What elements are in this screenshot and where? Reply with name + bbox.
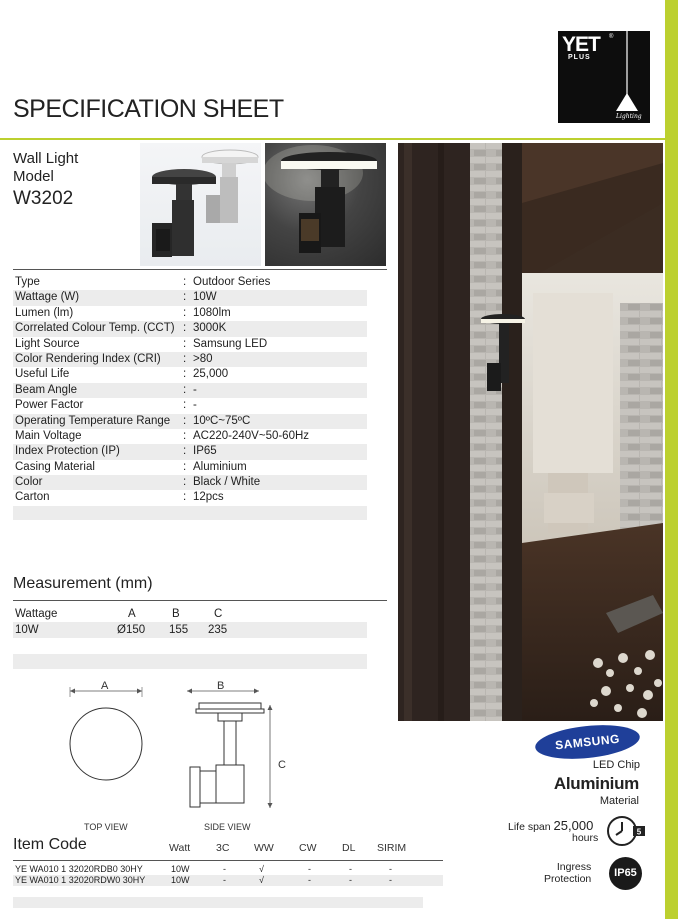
item-col-sirim: SIRIM: [377, 842, 407, 854]
item-code-table: [13, 864, 443, 886]
dimension-label-b: B: [217, 680, 225, 692]
spec-key: Color: [15, 476, 43, 489]
spec-value: 12pcs: [193, 491, 224, 504]
item-col-ww: WW: [254, 842, 274, 854]
spec-value: -: [193, 399, 197, 412]
spec-row: Color Rendering Index (CRI) : >80: [13, 352, 367, 367]
spec-divider: [13, 269, 387, 270]
item-3c: -: [223, 864, 226, 874]
aluminium-label: Aluminium: [553, 774, 639, 793]
item-dl: -: [349, 875, 352, 885]
spec-key: Type: [15, 276, 40, 288]
item-row: [13, 864, 443, 875]
model-label: Model: [13, 168, 54, 185]
spec-key: Beam Angle: [15, 383, 78, 396]
measurement-row: [13, 622, 367, 638]
item-dl: -: [349, 864, 352, 874]
item-code-title: Item Code: [13, 836, 87, 853]
spec-row: Useful Life : 25,000: [13, 367, 367, 382]
measurement-empty-row: [13, 654, 367, 669]
top-view-label: TOP VIEW: [84, 822, 128, 832]
spec-row: Index Protection (IP) : IP65: [13, 444, 367, 459]
item-code-divider: [13, 860, 443, 861]
brand-reg: ®: [609, 34, 614, 40]
measurement-divider: [13, 600, 387, 601]
item-ww: √: [259, 864, 264, 874]
spec-row: Wattage (W) : 10W: [13, 290, 367, 305]
brand-sub: PLUS: [568, 54, 591, 61]
product-photo-variants: [140, 143, 261, 266]
measurement-a: Ø150: [117, 624, 146, 636]
item-sirim: -: [389, 875, 392, 885]
spec-key: Casing Material: [15, 460, 95, 473]
spec-row: Casing Material : Aluminium: [13, 460, 367, 475]
spec-key: Main Voltage: [15, 429, 82, 442]
spec-value: 25,000: [193, 368, 229, 381]
item-col-cw: CW: [299, 842, 317, 854]
spec-row: Beam Angle : -: [13, 383, 367, 398]
spec-row: Power Factor : -: [13, 398, 367, 413]
item-empty-row: [13, 897, 423, 908]
spec-value: Samsung LED: [193, 337, 268, 350]
item-col-watt: Watt: [169, 842, 191, 854]
product-name: Wall Light: [13, 150, 79, 167]
ingress-line-1: Ingress: [556, 861, 592, 873]
product-photo-lit: [265, 143, 386, 266]
spec-key: Wattage (W): [15, 291, 80, 304]
spec-key: Color Rendering Index (CRI): [15, 352, 161, 365]
dimension-label-c: C: [278, 759, 286, 771]
samsung-logo: SAMSUNG: [534, 721, 642, 764]
page-title: SPECIFICATION SHEET: [13, 95, 284, 123]
item-row: [13, 875, 443, 886]
installation-photo: [398, 143, 663, 721]
side-view-label: SIDE VIEW: [204, 822, 251, 832]
measurement-col-a: A: [128, 608, 136, 620]
measurement-col-c: C: [214, 608, 223, 620]
spec-table: [13, 275, 367, 506]
item-code: YE WA010 1 32020RDW0 30HY: [15, 875, 146, 885]
spec-key: Operating Temperature Range: [15, 414, 171, 427]
item-cw: -: [308, 864, 311, 874]
clock-badge-text: 5: [636, 827, 642, 837]
spec-value: 10ºC~75ºC: [193, 414, 251, 427]
lifespan-value: 25,000: [553, 818, 594, 833]
spec-key: Useful Life: [15, 368, 70, 381]
measurement-wattage: 10W: [15, 624, 39, 636]
lifespan-unit: hours: [572, 832, 599, 844]
item-code: YE WA010 1 32020RDB0 30HY: [15, 864, 143, 874]
spec-key: Lumen (lm): [15, 306, 74, 319]
spec-value: >80: [193, 352, 213, 365]
item-watt: 10W: [171, 875, 190, 885]
spec-key: Correlated Colour Temp. (CCT): [15, 322, 175, 335]
lifespan-line: [508, 818, 593, 833]
spec-key: Light Source: [15, 337, 80, 350]
clock-icon: [604, 813, 648, 849]
spec-empty-row: [13, 506, 367, 520]
measurement-c: 235: [208, 624, 228, 636]
spec-row: Main Voltage : AC220-240V~50-60Hz: [13, 429, 367, 444]
measurement-col-wattage: Wattage: [15, 608, 58, 620]
ingress-line-2: Protection: [544, 873, 592, 885]
spec-row: Type : Outdoor Series: [13, 275, 367, 290]
model-number: W3202: [13, 188, 74, 209]
spec-value: IP65: [193, 445, 217, 458]
spec-value: 1080lm: [193, 306, 231, 319]
dimension-diagram: [0, 675, 320, 825]
spec-value: AC220-240V~50-60Hz: [193, 429, 310, 442]
led-chip-label: LED Chip: [592, 759, 640, 771]
spec-value: -: [193, 383, 197, 396]
spec-value: 10W: [193, 291, 217, 304]
spec-key: Carton: [15, 491, 50, 504]
spec-value: Aluminium: [193, 460, 247, 473]
brand-name: YET: [562, 33, 600, 56]
spec-row: Carton : 12pcs: [13, 490, 367, 505]
material-label: Material: [599, 795, 639, 807]
item-ww: √: [259, 875, 264, 885]
measurement-title: Measurement (mm): [13, 575, 153, 592]
item-col-3c: 3C: [216, 842, 230, 854]
brand-logo: [558, 31, 650, 123]
measurement-header: [13, 606, 367, 622]
spec-row: Correlated Colour Temp. (CCT) : 3000K: [13, 321, 367, 336]
lamp-logo-icon: [558, 31, 650, 123]
measurement-col-b: B: [172, 608, 180, 620]
spec-row: Lumen (lm) : 1080lm: [13, 306, 367, 321]
spec-value: Black / White: [193, 476, 261, 489]
spec-row: Operating Temperature Range : 10ºC~75ºC: [13, 414, 367, 429]
spec-key: Index Protection (IP): [15, 445, 120, 458]
ingress-label: [544, 861, 591, 885]
accent-bar: [665, 0, 678, 919]
ip65-badge: IP65: [609, 857, 642, 890]
brand-tagline: Lighting: [616, 113, 642, 120]
dimension-label-a: A: [101, 680, 109, 692]
spec-key: Power Factor: [15, 399, 84, 412]
item-sirim: -: [389, 864, 392, 874]
item-3c: -: [223, 875, 226, 885]
spec-value: Outdoor Series: [193, 276, 271, 288]
spec-row: Color : Black / White: [13, 475, 367, 490]
item-cw: -: [308, 875, 311, 885]
measurement-b: 155: [169, 624, 189, 636]
lifespan-label: Life span: [508, 821, 551, 833]
spec-value: 3000K: [193, 322, 227, 335]
spec-row: Light Source : Samsung LED: [13, 337, 367, 352]
item-watt: 10W: [171, 864, 190, 874]
item-col-dl: DL: [342, 842, 356, 854]
title-divider: [0, 138, 665, 140]
